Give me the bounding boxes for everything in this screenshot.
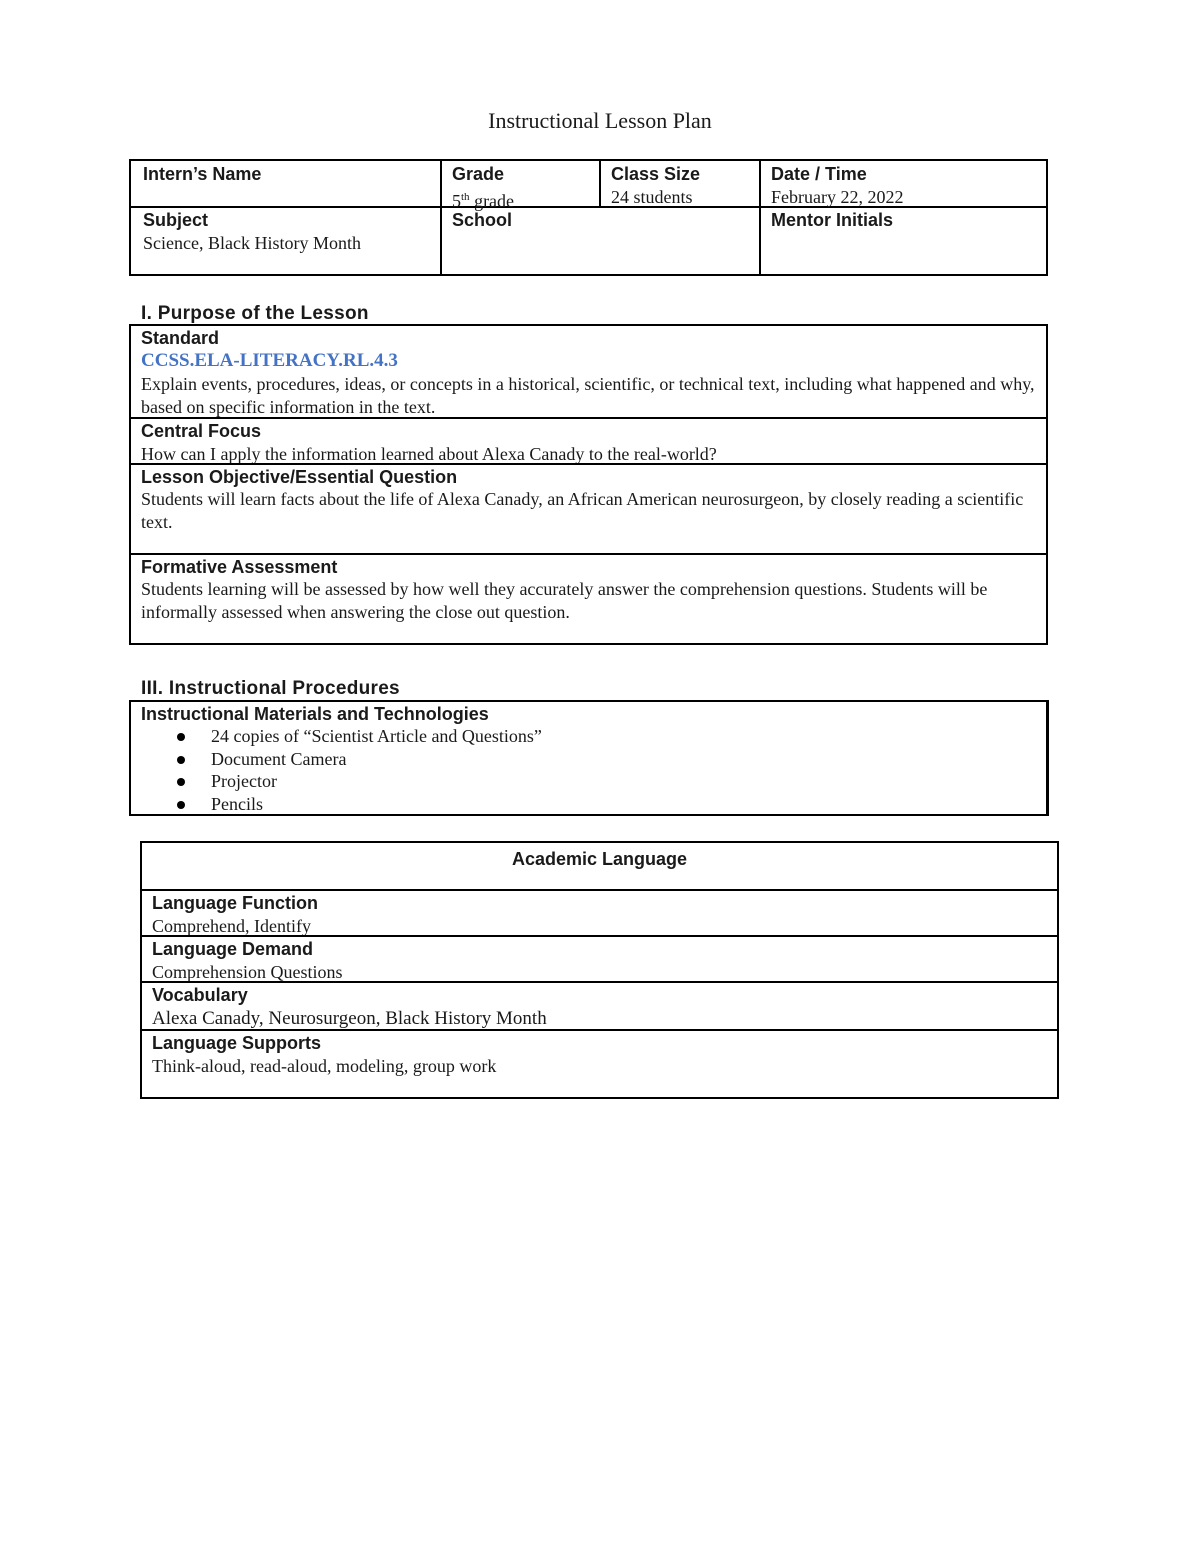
grade-number: 5 [452,191,461,211]
language-function-label: Language Function [152,893,318,913]
material-text: Document Camera [211,748,347,769]
purpose-table [129,324,1048,645]
vocabulary-label: Vocabulary [152,985,248,1005]
list-item [141,770,1036,793]
bullet-icon [177,756,185,764]
formative-text: Students learning will be assessed by how well they accurately answer the comprehension questions. Students will be informally assessed when answering the close out question. [141,579,988,622]
standard-text: Explain events, procedures, ideas, or concepts in a historical, scientific, or technical text, including what happened and why, based on specific information in the text. [141,374,1035,417]
objective-label: Lesson Objective/Essential Question [141,467,458,487]
grade-ordinal: th [461,191,470,203]
central-focus-text: How can I apply the information learned about Alexa Canady to the real-world? [141,444,717,464]
objective-row [131,463,1046,555]
list-item [141,725,1036,748]
subject-label: Subject [143,210,209,230]
material-text: Projector [211,771,277,791]
mentor-initials-label: Mentor Initials [771,210,894,230]
list-item [141,748,1036,771]
class-size-label: Class Size [611,164,701,184]
date-time-value: February 22, 2022 [771,187,904,207]
central-focus-row [131,417,1046,464]
materials-label: Instructional Materials and Technologies [141,704,489,724]
standard-row [131,326,1046,418]
vocabulary-row [142,981,1057,1030]
date-time-label: Date / Time [771,164,867,184]
class-size-cell [601,163,757,209]
language-supports-row [142,1029,1057,1097]
mentor-initials-cell [761,209,1046,231]
language-supports-text: Think-aloud, read-aloud, modeling, group work [152,1056,497,1076]
procedures-heading: III. Instructional Procedures [141,678,400,699]
standard-label: Standard [141,328,220,348]
subject-cell [133,209,438,255]
bullet-icon [177,733,185,741]
grade-cell [442,163,597,213]
grade-word: grade [469,191,515,211]
materials-table [129,700,1049,816]
purpose-heading: I. Purpose of the Lesson [141,303,369,324]
formative-row [131,553,1046,643]
academic-language-title-row [142,843,1057,889]
objective-text: Students will learn facts about the life of Alexa Canady, an African American neurosurgeon, by closely reading a scientific text. [141,489,1024,532]
language-demand-text: Comprehension Questions [152,962,343,982]
language-demand-row [142,935,1057,982]
class-size-value: 24 students [611,187,693,207]
standard-code-link[interactable]: CCSS.ELA-LITERACY.RL.4.3 [141,350,398,371]
school-cell [442,209,757,231]
bullet-icon [177,778,185,786]
document-title: Instructional Lesson Plan [488,108,712,133]
intern-name-label: Intern’s Name [143,164,262,184]
school-label: School [452,210,513,230]
material-text: Pencils [211,793,263,814]
bullet-icon [177,801,185,809]
formative-label: Formative Assessment [141,557,338,577]
materials-list [141,725,1036,815]
subject-value: Science, Black History Month [143,233,361,253]
materials-row [131,702,1046,815]
academic-language-table [140,841,1059,1099]
vocabulary-text: Alexa Canady, Neurosurgeon, Black History Month [152,1008,547,1029]
date-time-cell [761,163,1046,209]
grade-label: Grade [452,164,505,184]
central-focus-label: Central Focus [141,421,262,441]
intern-name-cell [133,163,438,185]
material-text: 24 copies of “Scientist Article and Questions” [211,726,542,746]
language-function-row [142,889,1057,936]
list-item [141,793,1036,816]
academic-language-title: Academic Language [511,849,688,869]
language-demand-label: Language Demand [152,939,314,959]
header-table [129,159,1048,276]
language-function-text: Comprehend, Identify [152,916,311,936]
language-supports-label: Language Supports [152,1033,322,1053]
